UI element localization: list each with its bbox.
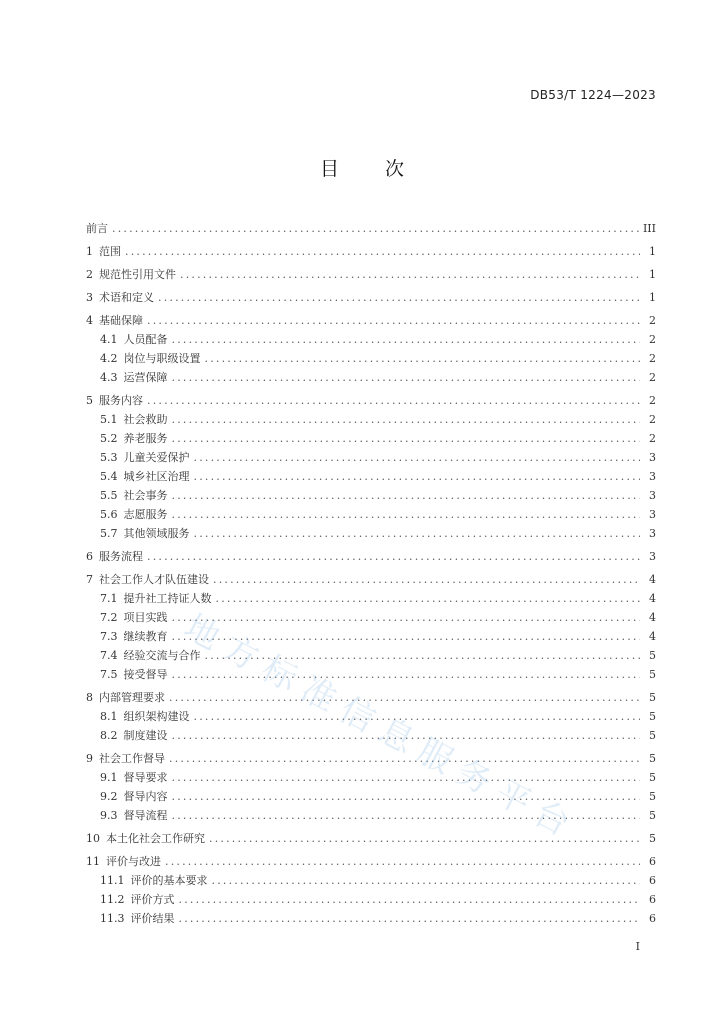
page-title: 目 次: [319, 158, 425, 180]
toc-entry-number: 4.3: [100, 371, 118, 384]
toc-page-number: 6: [649, 912, 656, 925]
toc-entry[interactable]: [86, 392, 656, 411]
toc-page-number: 2: [649, 333, 656, 346]
toc-page-number: 5: [649, 710, 656, 723]
toc-page-number: 1: [649, 245, 656, 258]
toc-entry-title: 评价与改进: [106, 855, 161, 868]
toc-entry-label: [100, 708, 190, 724]
toc-entry-title: 社会救助: [123, 413, 168, 426]
toc-subentry[interactable]: [86, 708, 656, 727]
toc-entry[interactable]: [86, 853, 656, 872]
toc-page-number: 2: [649, 314, 656, 327]
toc-page-number: 3: [649, 470, 656, 483]
toc-page-number: 4: [649, 630, 656, 643]
toc-entry-title: 规范性引用文件: [99, 268, 176, 281]
toc-subentry[interactable]: [86, 807, 656, 826]
toc-entry-title: 范围: [99, 245, 121, 258]
toc-subentry[interactable]: [86, 788, 656, 807]
toc-leader-dots: [194, 470, 641, 483]
toc-subentry[interactable]: [86, 350, 656, 369]
toc-entry-title: 社会事务: [123, 489, 168, 502]
toc-entry-title: 前言: [86, 222, 108, 235]
toc-entry[interactable]: [86, 243, 656, 262]
toc-entry-number: 8.2: [100, 729, 118, 742]
toc-entry-number: 7.5: [100, 668, 118, 681]
toc-subentry[interactable]: [86, 369, 656, 388]
toc-entry-number: 11.3: [100, 912, 125, 925]
toc-entry-number: 5.1: [100, 413, 118, 426]
toc-subentry[interactable]: [86, 891, 656, 910]
toc-entry-label: [100, 666, 168, 682]
toc-subentry[interactable]: [86, 590, 656, 609]
toc-subentry[interactable]: [86, 910, 656, 929]
toc-entry-number: 9.3: [100, 809, 118, 822]
toc-entry-label: [100, 369, 168, 385]
toc-entry-number: 9: [86, 752, 93, 765]
toc-page-number: 5: [649, 809, 656, 822]
toc-leader-dots: [165, 855, 640, 868]
toc-entry[interactable]: [86, 312, 656, 331]
toc-leader-dots: [194, 527, 641, 540]
toc-entry-title: 内部管理要求: [99, 691, 165, 704]
toc-page-number: 3: [649, 451, 656, 464]
toc-entry-number: 4.2: [100, 352, 118, 365]
toc-entry-label: [100, 788, 168, 804]
toc-subentry[interactable]: [86, 872, 656, 891]
toc-leader-dots: [179, 912, 641, 925]
toc-leader-dots: [194, 451, 641, 464]
toc-entry[interactable]: [86, 830, 656, 849]
toc-leader-dots: [147, 394, 640, 407]
toc-entry-label: [100, 727, 168, 743]
toc-page-number: 2: [649, 432, 656, 445]
toc-entry-title: 督导流程: [123, 809, 168, 822]
toc-entry-number: 4: [86, 314, 93, 327]
toc-entry-label: [100, 411, 168, 427]
toc-entry-title: 接受督导: [123, 668, 168, 681]
toc-entry-title: 督导要求: [123, 771, 168, 784]
toc-entry-number: 5.7: [100, 527, 118, 540]
toc-entry[interactable]: [86, 220, 656, 239]
toc-entry-title: 儿童关爱保护: [123, 451, 190, 464]
toc-leader-dots: [172, 371, 641, 384]
toc-entry-label: [86, 548, 143, 564]
toc-subentry[interactable]: [86, 769, 656, 788]
toc-entry-number: 7.2: [100, 611, 118, 624]
toc-entry-title: 组织架构建设: [123, 710, 190, 723]
toc-entry-title: 服务流程: [99, 550, 143, 563]
toc-entry-label: [100, 331, 168, 347]
toc-entry[interactable]: [86, 689, 656, 708]
toc-entry-label: [100, 807, 168, 823]
toc-subentry[interactable]: [86, 430, 656, 449]
toc-entry-number: 1: [86, 245, 93, 258]
toc-entry[interactable]: [86, 289, 656, 308]
toc-leader-dots: [172, 790, 641, 803]
toc-entry-label: [86, 220, 108, 236]
toc-page-number: 6: [649, 893, 656, 906]
toc-page-number: 5: [649, 691, 656, 704]
toc-leader-dots: [158, 291, 640, 304]
toc-entry-label: [100, 910, 175, 926]
toc-page-number: 1: [649, 291, 656, 304]
toc-entry-title: 养老服务: [123, 432, 168, 445]
toc-entry-label: [100, 609, 168, 625]
toc-entry-number: 5.4: [100, 470, 118, 483]
toc-entry-number: 2: [86, 268, 93, 281]
toc-entry-title: 城乡社区治理: [123, 470, 190, 483]
toc-entry[interactable]: [86, 750, 656, 769]
toc-entry-number: 5.5: [100, 489, 118, 502]
toc-subentry[interactable]: [86, 411, 656, 430]
toc-leader-dots: [172, 809, 641, 822]
toc-subentry[interactable]: [86, 468, 656, 487]
toc-leader-dots: [212, 874, 641, 887]
toc-page-number: 5: [649, 771, 656, 784]
toc-entry-title: 评价结果: [130, 912, 175, 925]
toc-entry-number: 8.1: [100, 710, 118, 723]
toc-entry-title: 基础保障: [99, 314, 143, 327]
toc-leader-dots: [112, 222, 639, 235]
toc-leader-dots: [194, 710, 641, 723]
toc-leader-dots: [125, 245, 640, 258]
toc-subentry[interactable]: [86, 628, 656, 647]
toc-entry-title: 人员配备: [123, 333, 168, 346]
toc-subentry[interactable]: [86, 506, 656, 525]
toc-entry-number: 10: [86, 832, 100, 845]
toc-page-number: 3: [649, 527, 656, 540]
toc-entry-number: 11.2: [100, 893, 125, 906]
toc-entry-title: 术语和定义: [99, 291, 154, 304]
toc-entry-number: 5: [86, 394, 93, 407]
toc-leader-dots: [172, 630, 641, 643]
toc-page-number: 3: [649, 489, 656, 502]
toc-entry-title: 社会工作人才队伍建设: [99, 573, 209, 586]
toc-entry-number: 4.1: [100, 333, 118, 346]
toc-leader-dots: [169, 691, 640, 704]
toc-page-number: 4: [649, 592, 656, 605]
toc-entry-number: 9.1: [100, 771, 118, 784]
toc-entry-label: [86, 312, 143, 328]
toc-leader-dots: [172, 333, 641, 346]
toc-entry-number: 7.1: [100, 592, 118, 605]
toc-leader-dots: [179, 893, 641, 906]
toc-entry-label: [86, 750, 165, 766]
toc-entry-title: 社会工作督导: [99, 752, 165, 765]
toc-page-number: 2: [649, 371, 656, 384]
toc-entry[interactable]: [86, 571, 656, 590]
toc-leader-dots: [172, 668, 641, 681]
toc-page-number: 2: [649, 352, 656, 365]
toc-entry-title: 运营保障: [123, 371, 168, 384]
toc-entry-title: 督导内容: [123, 790, 168, 803]
toc-page-number: 6: [649, 855, 656, 868]
toc-entry-title: 项目实践: [123, 611, 168, 624]
toc-entry-label: [86, 853, 161, 869]
toc-entry-label: [86, 243, 121, 259]
toc-leader-dots: [205, 649, 641, 662]
toc-entry-label: [100, 891, 175, 907]
toc-entry-label: [100, 487, 168, 503]
toc-leader-dots: [172, 508, 641, 521]
toc-entry-number: 11.1: [100, 874, 125, 887]
toc-entry-label: [86, 392, 143, 408]
toc-page-number: 5: [649, 729, 656, 742]
watermark-text: 地方标准信息服务平台: [177, 607, 585, 849]
toc-entry-label: [100, 628, 168, 644]
toc-entry-title: 提升社工持证人数: [123, 592, 212, 605]
toc-leader-dots: [216, 592, 641, 605]
toc-entry-label: [100, 872, 208, 888]
toc-page-number: 4: [649, 573, 656, 586]
toc-entry-number: 11: [86, 855, 100, 868]
toc-entry-number: 7: [86, 573, 93, 586]
table-of-contents: [86, 220, 656, 929]
toc-entry-label: [86, 266, 176, 282]
toc-page-number: 4: [649, 611, 656, 624]
toc-entry-number: 9.2: [100, 790, 118, 803]
toc-leader-dots: [147, 550, 640, 563]
toc-entry-label: [100, 468, 190, 484]
toc-leader-dots: [209, 832, 640, 845]
toc-page-number: 2: [649, 394, 656, 407]
toc-leader-dots: [169, 752, 640, 765]
toc-page-number: 3: [649, 508, 656, 521]
toc-entry-label: [100, 525, 190, 541]
toc-page-number: 2: [649, 413, 656, 426]
toc-page-number: 5: [649, 752, 656, 765]
document-code: DB53/T 1224—2023: [530, 88, 656, 102]
toc-entry-label: [100, 769, 168, 785]
toc-page-number: 5: [649, 790, 656, 803]
toc-leader-dots: [172, 413, 641, 426]
toc-leader-dots: [172, 611, 641, 624]
toc-subentry[interactable]: [86, 727, 656, 746]
toc-entry-label: [86, 571, 209, 587]
toc-entry-number: 5.3: [100, 451, 118, 464]
toc-leader-dots: [172, 489, 641, 502]
toc-entry-title: 岗位与职级设置: [123, 352, 201, 365]
toc-entry-label: [100, 350, 201, 366]
toc-entry-label: [86, 689, 165, 705]
toc-leader-dots: [147, 314, 640, 327]
toc-entry-number: 7.3: [100, 630, 118, 643]
toc-leader-dots: [213, 573, 640, 586]
toc-subentry[interactable]: [86, 609, 656, 628]
toc-leader-dots: [172, 771, 641, 784]
toc-entry-title: 其他领域服务: [123, 527, 190, 540]
toc-subentry[interactable]: [86, 449, 656, 468]
toc-entry-title: 继续教育: [123, 630, 168, 643]
toc-page-number: 6: [649, 874, 656, 887]
toc-subentry[interactable]: [86, 487, 656, 506]
toc-entry-title: 评价方式: [130, 893, 175, 906]
toc-entry-label: [100, 449, 190, 465]
toc-entry-title: 志愿服务: [123, 508, 168, 521]
toc-entry-title: 评价的基本要求: [130, 874, 208, 887]
toc-entry[interactable]: [86, 548, 656, 567]
toc-leader-dots: [180, 268, 640, 281]
toc-entry-label: [100, 506, 168, 522]
toc-subentry[interactable]: [86, 647, 656, 666]
toc-entry-title: 服务内容: [99, 394, 143, 407]
toc-entry-title: 制度建设: [123, 729, 168, 742]
toc-leader-dots: [172, 432, 641, 445]
toc-entry-number: 7.4: [100, 649, 118, 662]
toc-entry-title: 经验交流与合作: [123, 649, 201, 662]
toc-entry-label: [100, 590, 212, 606]
toc-entry-number: 8: [86, 691, 93, 704]
toc-entry-label: [86, 830, 205, 846]
toc-entry-label: [100, 430, 168, 446]
toc-entry-title: 本土化社会工作研究: [106, 832, 205, 845]
toc-entry-number: 5.6: [100, 508, 118, 521]
toc-leader-dots: [172, 729, 641, 742]
toc-entry-number: 6: [86, 550, 93, 563]
toc-entry-label: [100, 647, 201, 663]
toc-page-number: 3: [649, 550, 656, 563]
toc-entry-number: 5.2: [100, 432, 118, 445]
toc-page-number: 5: [649, 668, 656, 681]
toc-page-number: 5: [649, 649, 656, 662]
toc-entry[interactable]: [86, 266, 656, 285]
toc-page-number: 5: [649, 832, 656, 845]
toc-subentry[interactable]: [86, 666, 656, 685]
page-number: I: [635, 940, 640, 953]
toc-subentry[interactable]: [86, 525, 656, 544]
toc-subentry[interactable]: [86, 331, 656, 350]
toc-entry-label: [86, 289, 154, 305]
toc-page-number: III: [642, 222, 656, 235]
toc-page-number: 1: [649, 268, 656, 281]
toc-leader-dots: [205, 352, 641, 365]
toc-entry-number: 3: [86, 291, 93, 304]
